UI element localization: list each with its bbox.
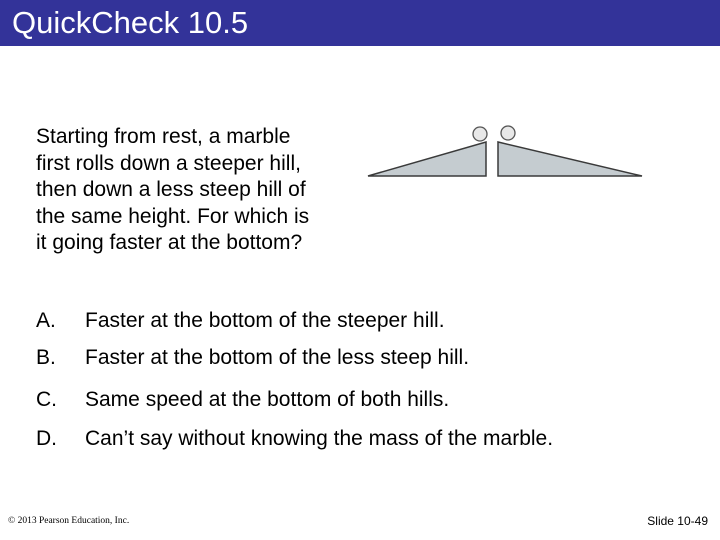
slide-number: Slide 10-49 (647, 514, 708, 528)
question-line: then down a less steep hill of (36, 178, 306, 201)
option-letter: A. (36, 309, 56, 332)
option-text: Same speed at the bottom of both hills. (85, 388, 450, 411)
option-text: Faster at the bottom of the less steep hill. (85, 346, 470, 369)
question-line: Starting from rest, a marble (36, 125, 291, 148)
steep-hill (368, 142, 486, 176)
option-text: Faster at the bottom of the steeper hill. (85, 309, 445, 332)
option-letter: B. (36, 346, 56, 369)
question-line: first rolls down a steeper hill, (36, 151, 301, 175)
gentle-hill (498, 142, 642, 176)
question-line: it going faster at the bottom? (36, 231, 303, 254)
slide-title: QuickCheck 10.5 (12, 5, 249, 40)
copyright-notice: © 2013 Pearson Education, Inc. (8, 516, 130, 526)
question-text (36, 124, 366, 257)
hills-diagram (360, 116, 660, 186)
option-letter: D. (36, 427, 57, 450)
marble-right (501, 126, 515, 140)
option-letter: C. (36, 388, 57, 411)
title-bar (0, 0, 720, 46)
marble-left (473, 127, 487, 141)
option-text: Can’t say without knowing the mass of the marble. (85, 427, 554, 450)
question-line: the same height. For which is (36, 204, 310, 228)
